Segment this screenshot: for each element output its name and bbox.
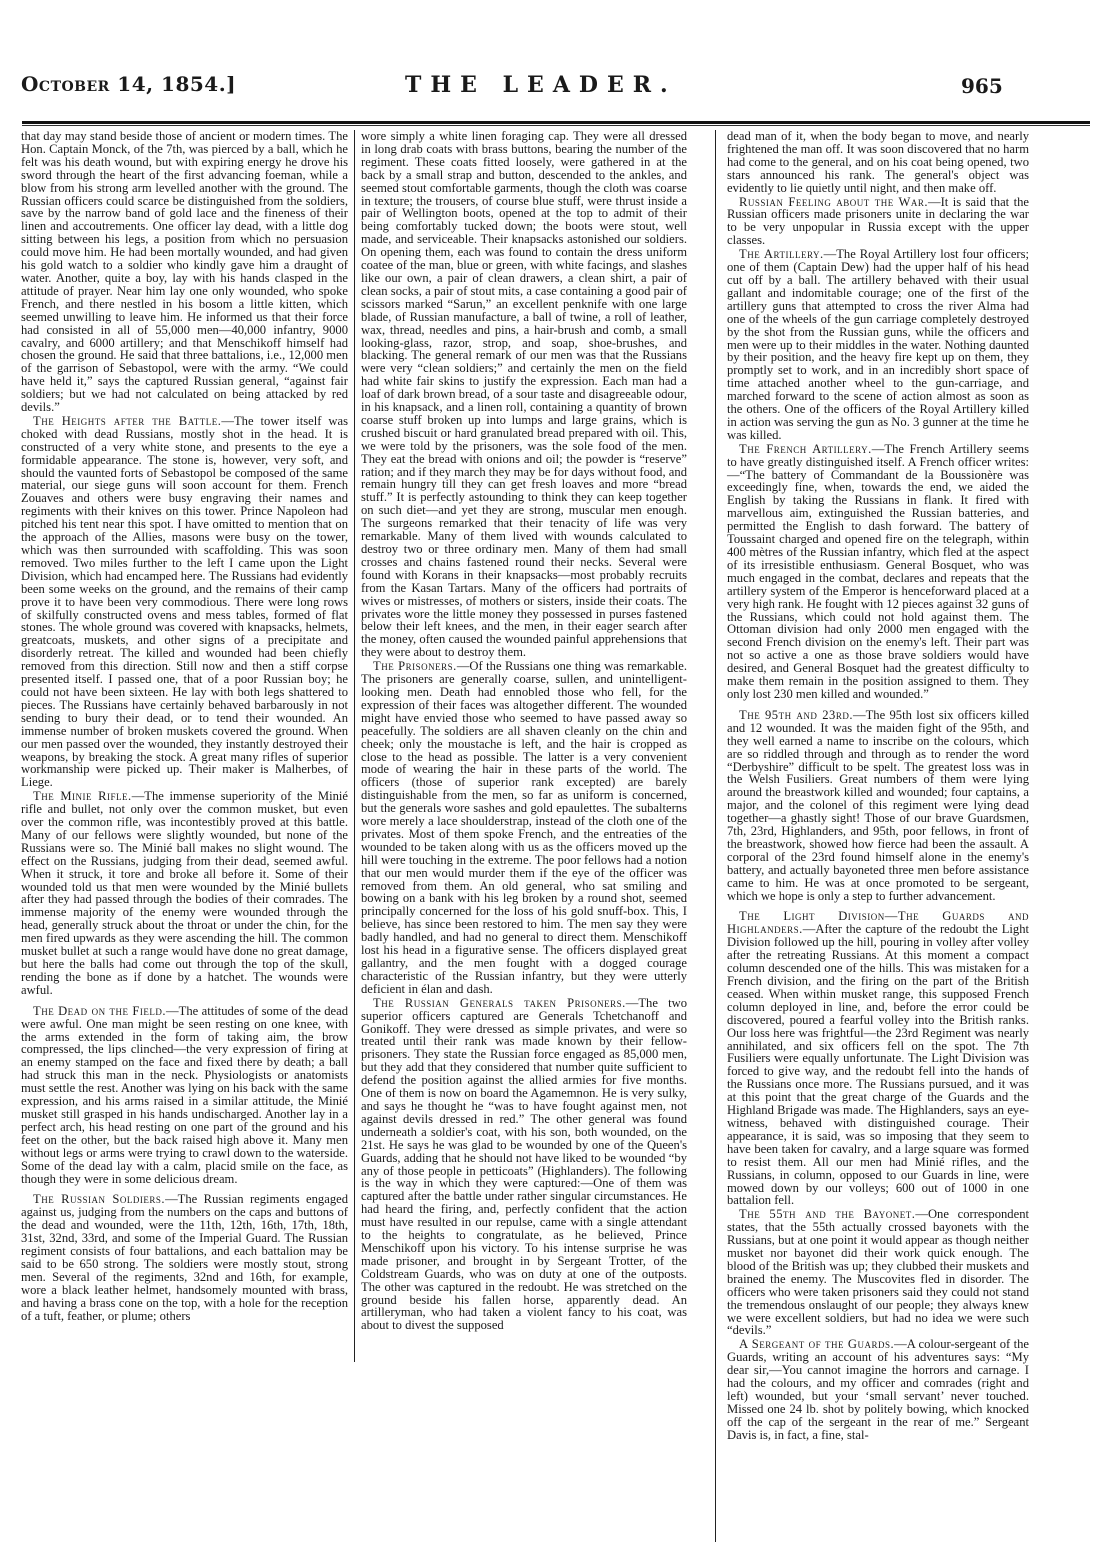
- header-rule: [22, 121, 1090, 124]
- section-heading: The Russian Generals taken Prisoners.: [373, 995, 626, 1010]
- paragraph-text: —The tower itself was choked with dead Russians, mostly shot in the head. It is constructed of a very white stone, and presents to the eye a formidable appearance. The stone is, however, very soft, and should the vaunted forts of Sebastopol be composed of the same material, our siege guns will soon account for them. French Zouaves and others were busy engraving their names and regiments with their knives on this tower. Prince Napoleon had pitched his tent near this spot. I have omitted to mention that on the approach of the Allies, masons were busy on the tower, which was then surrounded with scaffolding. This was soon removed. Two miles further to the left I came upon the Light Division, which had encamped here. The Russians had evidently been some weeks on the ground, and the remains of their camp prove it to have been very commodious. There were long rows of skilfully constructed ovens and mess tables, formed of flat stones. The whole ground was covered with knapsacks, helmets, greatcoats, muskets, and other signs of a precipitate and disorderly retreat. The killed and wounded had been chiefly removed from this direction. Still now and then a stiff corpse presented itself. I passed one, that of a poor Russian boy; he could not have been sixteen. He lay with both legs shattered to pieces. The Russians have certainly behaved barbarously in not sending to bury their dead, or to tend their wounded. An immense number of broken muskets covered the ground. When our men passed over the wounded, they instantly destroyed their weapons, by breaking the stock. A great many rifles of superior workmanship were picked up. Their maker is Malherbes, of Liege.: [21, 413, 348, 790]
- article-paragraph: [21, 790, 348, 997]
- column-divider: [354, 130, 355, 1362]
- paragraph-text: —After the capture of the redoubt the Light Division followed up the hill, pouring in volley after volley after the retreating Russians. At this moment a compact column descended one of the hills. This was mistaken for a French division, and the firing on the part of the British ceased. When within musket range, this supposed French column deployed in line, and, before the error could be discovered, poured a fearful volley into the British ranks. Our loss here was frightful—the 23rd Regiment was nearly annihilated, and six officers fell on the spot. The 7th Fusiliers were equally unfortunate. The Light Division was forced to give way, and the redoubt fell into the hands of the Russians once more. The Russians pursued, and it was at this point that the great charge of the Guards and the Highland Brigade was made. The Highlanders, says an eye-witness, behaved with distinguished courage. Their appearance, it is said, was so imposing that they seem to have been taken for cavalry, and a large square was formed to resist them. All our men had Minié rifles, and the Russians, in column, opposed to our Guards in line, were mowed down by our volleys; 600 out of 1000 in one battalion fell.: [727, 922, 1029, 1208]
- article-paragraph: [21, 130, 348, 414]
- issue-date: October 14, 1854.]: [21, 72, 237, 96]
- column-3: [727, 130, 1029, 1442]
- paragraph-text: —The Russian regiments engaged against us, judging from the numbers on the caps and buttons of the dead and wounded, were the 11th, 12th, 16th, 17th, 18th, 31st, 32nd, 33rd, and some of the Imperial Guard. The Russian regiment consists of four battalions, and each battalion may be said to be 650 strong. The soldiers were mostly stout, strong men. Several of the regiments, 32nd and 16th, for example, wore a black leather helmet, handsomely mounted with brass, and having a brass cone on the top, with a hole for the reception of a tuft, feather, or plume; others: [21, 1192, 348, 1323]
- article-paragraph: [727, 910, 1029, 1207]
- paragraph-text: that day may stand beside those of ancient or modern times. The Hon. Captain Monck, of the 7th, was pierced by a ball, which he felt was his death wound, but with expiring energy he drove his sword through the heart of the first advancing foeman, while a blow from his strong arm levelled another with the ground. The Russian officers could scarce be distinguished from the soldiers, save by the narrow band of gold lace and the fineness of their linen and accoutrements. One officer lay dead, with a little dog sitting between his legs, a position from which no persuasion could move him. He had been mortally wounded, and had given his gold watch to a soldier who kindly gave him a draught of water. Another, quite a boy, lay with his hands clasped in the attitude of prayer. Near him lay one only wounded, who spoke French, and there nestled in his bosom a little kitten, which seemed unwilling to leave him. He informed us that their force had consisted in all of 55,000 men—40,000 infantry, 9000 cavalry, and 6000 artillery; and that Menschikoff himself had chosen the ground. He said that three battalions, i.e., 12,000 men of the garrison of Sebastopol, were with the army. “We could have held it,” says the captured Russian general, “against fair soldiers; but we had not calculated on being attacked by red devils.”: [21, 129, 348, 415]
- paragraph-text: —It is said that the Russian officers made prisoners unite in declaring the war to be very unpopular in Russia except with the upper classes.: [727, 194, 1030, 248]
- column-1: [21, 130, 348, 1322]
- paragraph-text: —One correspondent states, that the 55th actually crossed bayonets with the Russians, but at one point it would appear as though neither musket nor bayonet did their work quick enough. The blood of the British was up; they clubbed their muskets and brained the enemy. The Muscovites fled in disorder. The officers who were taken prisoners said they could not stand the tremendous onslaught of our people; they always knew we were excellent soldiers, but had no idea we were such “devils.”: [727, 1207, 1029, 1338]
- section-heading: The 55th and the Bayonet.: [739, 1207, 916, 1222]
- article-paragraph: [727, 709, 1029, 903]
- article-paragraph: [21, 1193, 348, 1322]
- paragraph-text: —The immense superiority of the Minié rifle and bullet, not only over the common musket, but even over the common rifle, was incontestibly proved at this battle. Many of our fellows were slightly wounded, but none of the Russians were so. The Minié ball makes no slight wound. The effect on the Russians, judging from their dead, seemed awful. When it struck, it tore and broke all before it. Some of their wounded told us that men were wounded by the Minié bullets after they had passed through the bodies of their comrades. The immense majority of the enemy were wounded through the head, generally struck about the throat or under the chin, for the men fired upwards as they were ascending the hill. The common musket bullet at such a range would have done no great damage, but here the balls had come out through the top of the skull, rending the bone as if done by a hatchet. The wounds were awful.: [21, 789, 348, 997]
- article-paragraph: [727, 1338, 1029, 1441]
- section-heading: The Artillery.: [739, 247, 824, 262]
- section-heading: The Heights after the Battle.: [33, 413, 222, 428]
- paragraph-text: wore simply a white linen foraging cap. They were all dressed in long drab coats with brass buttons, bearing the number of the regiment. These coats fitted loosely, were gathered in at the back by a small strap and button, descended to the ankles, and seemed stout comfortable garments, though the cloth was coarse in texture; the trousers, of course blue stuff, were thrust inside a pair of Wellington boots, opened at the top to admit of their being comfortably tucked down; the boots were stout, well made, and serviceable. Their knapsacks astonished our soldiers. On opening them, each was found to contain the dress uniform coatee of the man, blue or green, with white facings, and slashes like our own, a pair of clean drawers, a clean shirt, a pair of clean socks, a pair of stout mits, a case containing a good pair of scissors marked “Sarun,” an excellent penknife with one large blade, of Russian manufacture, a ball of twine, a roll of leather, wax, thread, needles and pins, a hair-brush and comb, a small looking-glass, razor, strop, and soap, shoe-brushes, and blacking. The general remark of our men was that the Russians were very “clean soldiers;” and certainly the men on the field had white fair skins to justify the expression. Each man had a loaf of dark brown bread, of a sour taste and disagreeable odour, in his knapsack, and a linen roll, containing a quantity of brown coarse stuff broken up into lumps and large grains, which is crushed biscuit or hard granulated bread prepared with oil. This, we were told by the prisoners, was the sole food of the men. They eat the bread with onions and oil; the powder is “reserve” ration; and if they march they may be for days without food, and remain hungry till they can get fresh loaves and more “bread stuff.” It is perfectly astounding to think they can keep together on such diet—and yet they are strong, muscular men enough. The surgeons remarked that their tenacity of life was very remarkable. Many of them lived with wounds calculated to destroy two or three ordinary men. Many of them had small crosses and chains fastened round their necks. Several were found with Korans in their knapsacks—most probably recruits from the Kasan Tartars. Many of the officers had portraits of wives or mistresses, of mothers or sisters, inside their coats. The privates wore the little money they possessed in purses fastened below their left knees, and the men, in their eager search after the money, often caused the wounded painful apprehensions that they were about to destroy them.: [361, 129, 687, 660]
- section-heading: Russian Feeling about the War.: [739, 194, 928, 209]
- article-paragraph: [21, 415, 348, 789]
- column-2: [361, 130, 687, 1332]
- page-number: 965: [961, 74, 1003, 98]
- paragraph-text: —The Royal Artillery lost four officers; one of them (Captain Dew) had the upper half of his head cut off by a ball. The artillery behaved with their usual gallant and indomitable courage; one of the first of the artillery guns that attempted to cross the river Alma had one of the wheels of the gun carriage completely destroyed by the shot from the Russian guns, while the officers and men were up to their middles in the water. Nothing daunted by their position, and the heavy fire kept up on them, they promptly set to work, and in an incredibly short space of time attached another wheel to the gun-carriage, and marched forward to the scene of action almost as soon as the others. One of the officers of the Royal Artillery killed in action was serving the gun as No. 3 gunner at the time he was killed.: [727, 247, 1029, 442]
- paragraph-text: dead man of it, when the body began to move, and nearly frightened the man off. It was soon discovered that no harm had come to the general, and on his coat being opened, two stars announced his rank. The general's object was evidently to lie quietly until night, and then make off.: [727, 129, 1029, 195]
- paragraph-text: —Of the Russians one thing was remarkable. The prisoners are generally coarse, sullen, and unintelligent-looking men. Death had ennobled those who fell, for the expression of their faces was altogether different. The wounded might have envied those who seemed to have passed away so peacefully. The soldiers are all shaven cleanly on the chin and cheek; only the moustache is left, and the hair is cropped as close to the head as possible. The latter is a very convenient mode of wearing the hair in these parts of the world. The officers (those of superior rank excepted) are barely distinguishable from the men, so far as uniform is concerned, but the generals wore sashes and gold epaulettes. The subalterns wore merely a lace shoulderstrap, instead of the cloth one of the privates. Most of them spoke French, and the entreaties of the wounded to be taken along with us as the officers moved up the hill were touching in the extreme. The poor fellows had a notion that our men would murder them if the eye of the officer was removed from them. An old general, who sat smiling and bowing on a bank with his leg broken by a round shot, seemed principally concerned for the loss of his gold snuff-box. This, I believe, has since been restored to him. The men say they were badly handled, and had no general to direct them. Menschikoff lost his head in a figurative sense. The officers displayed great gallantry, and the men fought with a dogged courage characteristic of the Russian infantry, but they were utterly deficient in élan and dash.: [361, 659, 687, 996]
- section-heading: The Dead on the Field.: [33, 1003, 167, 1018]
- section-heading: A Sergeant of the Guards.: [739, 1337, 895, 1352]
- paragraph-text: —The 95th lost six officers killed and 12 wounded. It was the maiden fight of the 95th, and they well earned a name to inscribe on the colours, which are so riddled through and through as to render the word “Derbyshire” difficult to be spelt. The greatest loss was in the Welsh Fusiliers. Great numbers of them were lying around the breastwork killed and wounded; four captains, a major, and the colonel of this regiment were lying dead together—a ghastly sight! Those of our brave Guardsmen, 7th, 23rd, Highlanders, and 95th, poor fellows, in front of the breastwork, showed how fierce had been the assault. A corporal of the 23rd found himself alone in the enemy's battery, and actually bayoneted three men before assistance came to him. He was at once promoted to be sergeant, which we hope is only a step to further advancement.: [727, 707, 1029, 903]
- header-rule-thin: [22, 125, 1090, 126]
- section-heading: The Prisoners.: [373, 659, 457, 674]
- newspaper-title: THE LEADER.: [405, 72, 677, 98]
- section-heading: The Russian Soldiers.: [33, 1192, 166, 1207]
- article-paragraph: [727, 248, 1029, 442]
- paragraph-text: —A colour-sergeant of the Guards, writing an account of his adventures says: “My dear sir,—You cannot imagine the horrors and carnage. I had the colours, and my officer and comrades (right and left) wounded, but your ‘small servant’ never touched. Missed one 24 lb. shot by politely bowing, which knocked off the cap of the sergeant in the rear of me.” Sergeant Davis is, in fact, a fine, stal-: [727, 1337, 1029, 1442]
- article-paragraph: [361, 997, 687, 1333]
- article-paragraph: [361, 660, 687, 996]
- paragraph-text: —The French Artillery seems to have greatly distinguished itself. A French officer writes:—“The battery of Commandant de la Boussionère was exceedingly fine, when, towards the end, we aided the English by taking the Russians in flank. It fired with marvellous aim, extinguished the Russian batteries, and permitted the English to dash forward. The battery of Toussaint charged and opened fire on the telegraph, within 400 mètres of the Russian infantry, which fled at the aspect of its irresistible enthusiasm. General Bosquet, who was much engaged in the combat, declares and repeats that the artillery system of the Emperor is henceforward placed at a very high rank. He fought with 12 pieces against 32 guns of the Russians, which could not hold against them. The Ottoman division had only 2000 men engaged with the second French division on the enemy's left. Their part was not so active a one as those brave soldiers would have desired, and General Bosquet had the greatest difficulty to make them remain in the position assigned to them. They only lost 230 men killed and wounded.”: [727, 441, 1029, 701]
- section-heading: The 95th and 23rd.: [739, 707, 853, 722]
- article-paragraph: [361, 130, 687, 659]
- article-paragraph: [727, 1208, 1029, 1337]
- masthead: [15, 72, 1095, 108]
- column-divider: [715, 130, 716, 1542]
- article-paragraph: [727, 443, 1029, 701]
- article-paragraph: [21, 1005, 348, 1186]
- article-paragraph: [727, 196, 1029, 248]
- section-heading: The French Artillery.: [739, 441, 872, 456]
- paragraph-text: —The two superior officers captured are Generals Tchetchanoff and Gonikoff. They were dressed as simple privates, and were so treated until their rank was made known by their fellow-prisoners. They state the Russian force engaged as 85,000 men, but they add that they considered that number quite sufficient to defend the position against the allied armies for five months. One of them is now on board the Agamemnon. He is very sulky, and says he thought he “was to have fought against men, not against devils dressed in red.” The other general was found underneath a soldier's coat, with his son, both wounded, on the 21st. He says he was glad to be wounded by one of the Queen's Guards, adding that he should not have liked to be wounded “by any of those people in petticoats” (Highlanders). The following is the way in which they were captured:—One of them was captured after the battle under rather singular circumstances. He had heard the firing, and, perfectly confident that the action must have resulted in our repulse, came with a single attendant to the heights to congratulate, as he believed, Prince Menschikoff upon his victory. To his intense surprise he was made prisoner, and brought in by Sergeant Trotter, of the Coldstream Guards, who was on duty at one of the outposts. The other was captured in the redoubt. He was stretched on the ground beside his fallen horse, apparently dead. An artilleryman, who had taken a violent fancy to his coat, was about to divest the supposed: [361, 995, 687, 1333]
- section-heading: The Light Division—The Guards and Highlanders.: [727, 909, 1029, 937]
- article-paragraph: [727, 130, 1029, 195]
- paragraph-text: —The attitudes of some of the dead were awful. One man might be seen resting on one knee, with the arms extended in the form of taking aim, the brow compressed, the lips clinched—the very expression of firing at an enemy stamped on the face and fixed there by death; a ball had struck this man in the neck. Physiologists or anatomists must settle the rest. Another was lying on his back with the same expression, and his arms raised in a similar attitude, the Minié musket still grasped in his hands undischarged. Another lay in a perfect arch, his head resting on one part of the ground and his feet on the other, but the back raised high above it. Many men without legs or arms were trying to crawl down to the waterside. Some of the dead lay with a calm, placid smile on the face, as though they were in some delicious dream.: [21, 1003, 348, 1186]
- section-heading: The Minie Rifle.: [33, 789, 132, 804]
